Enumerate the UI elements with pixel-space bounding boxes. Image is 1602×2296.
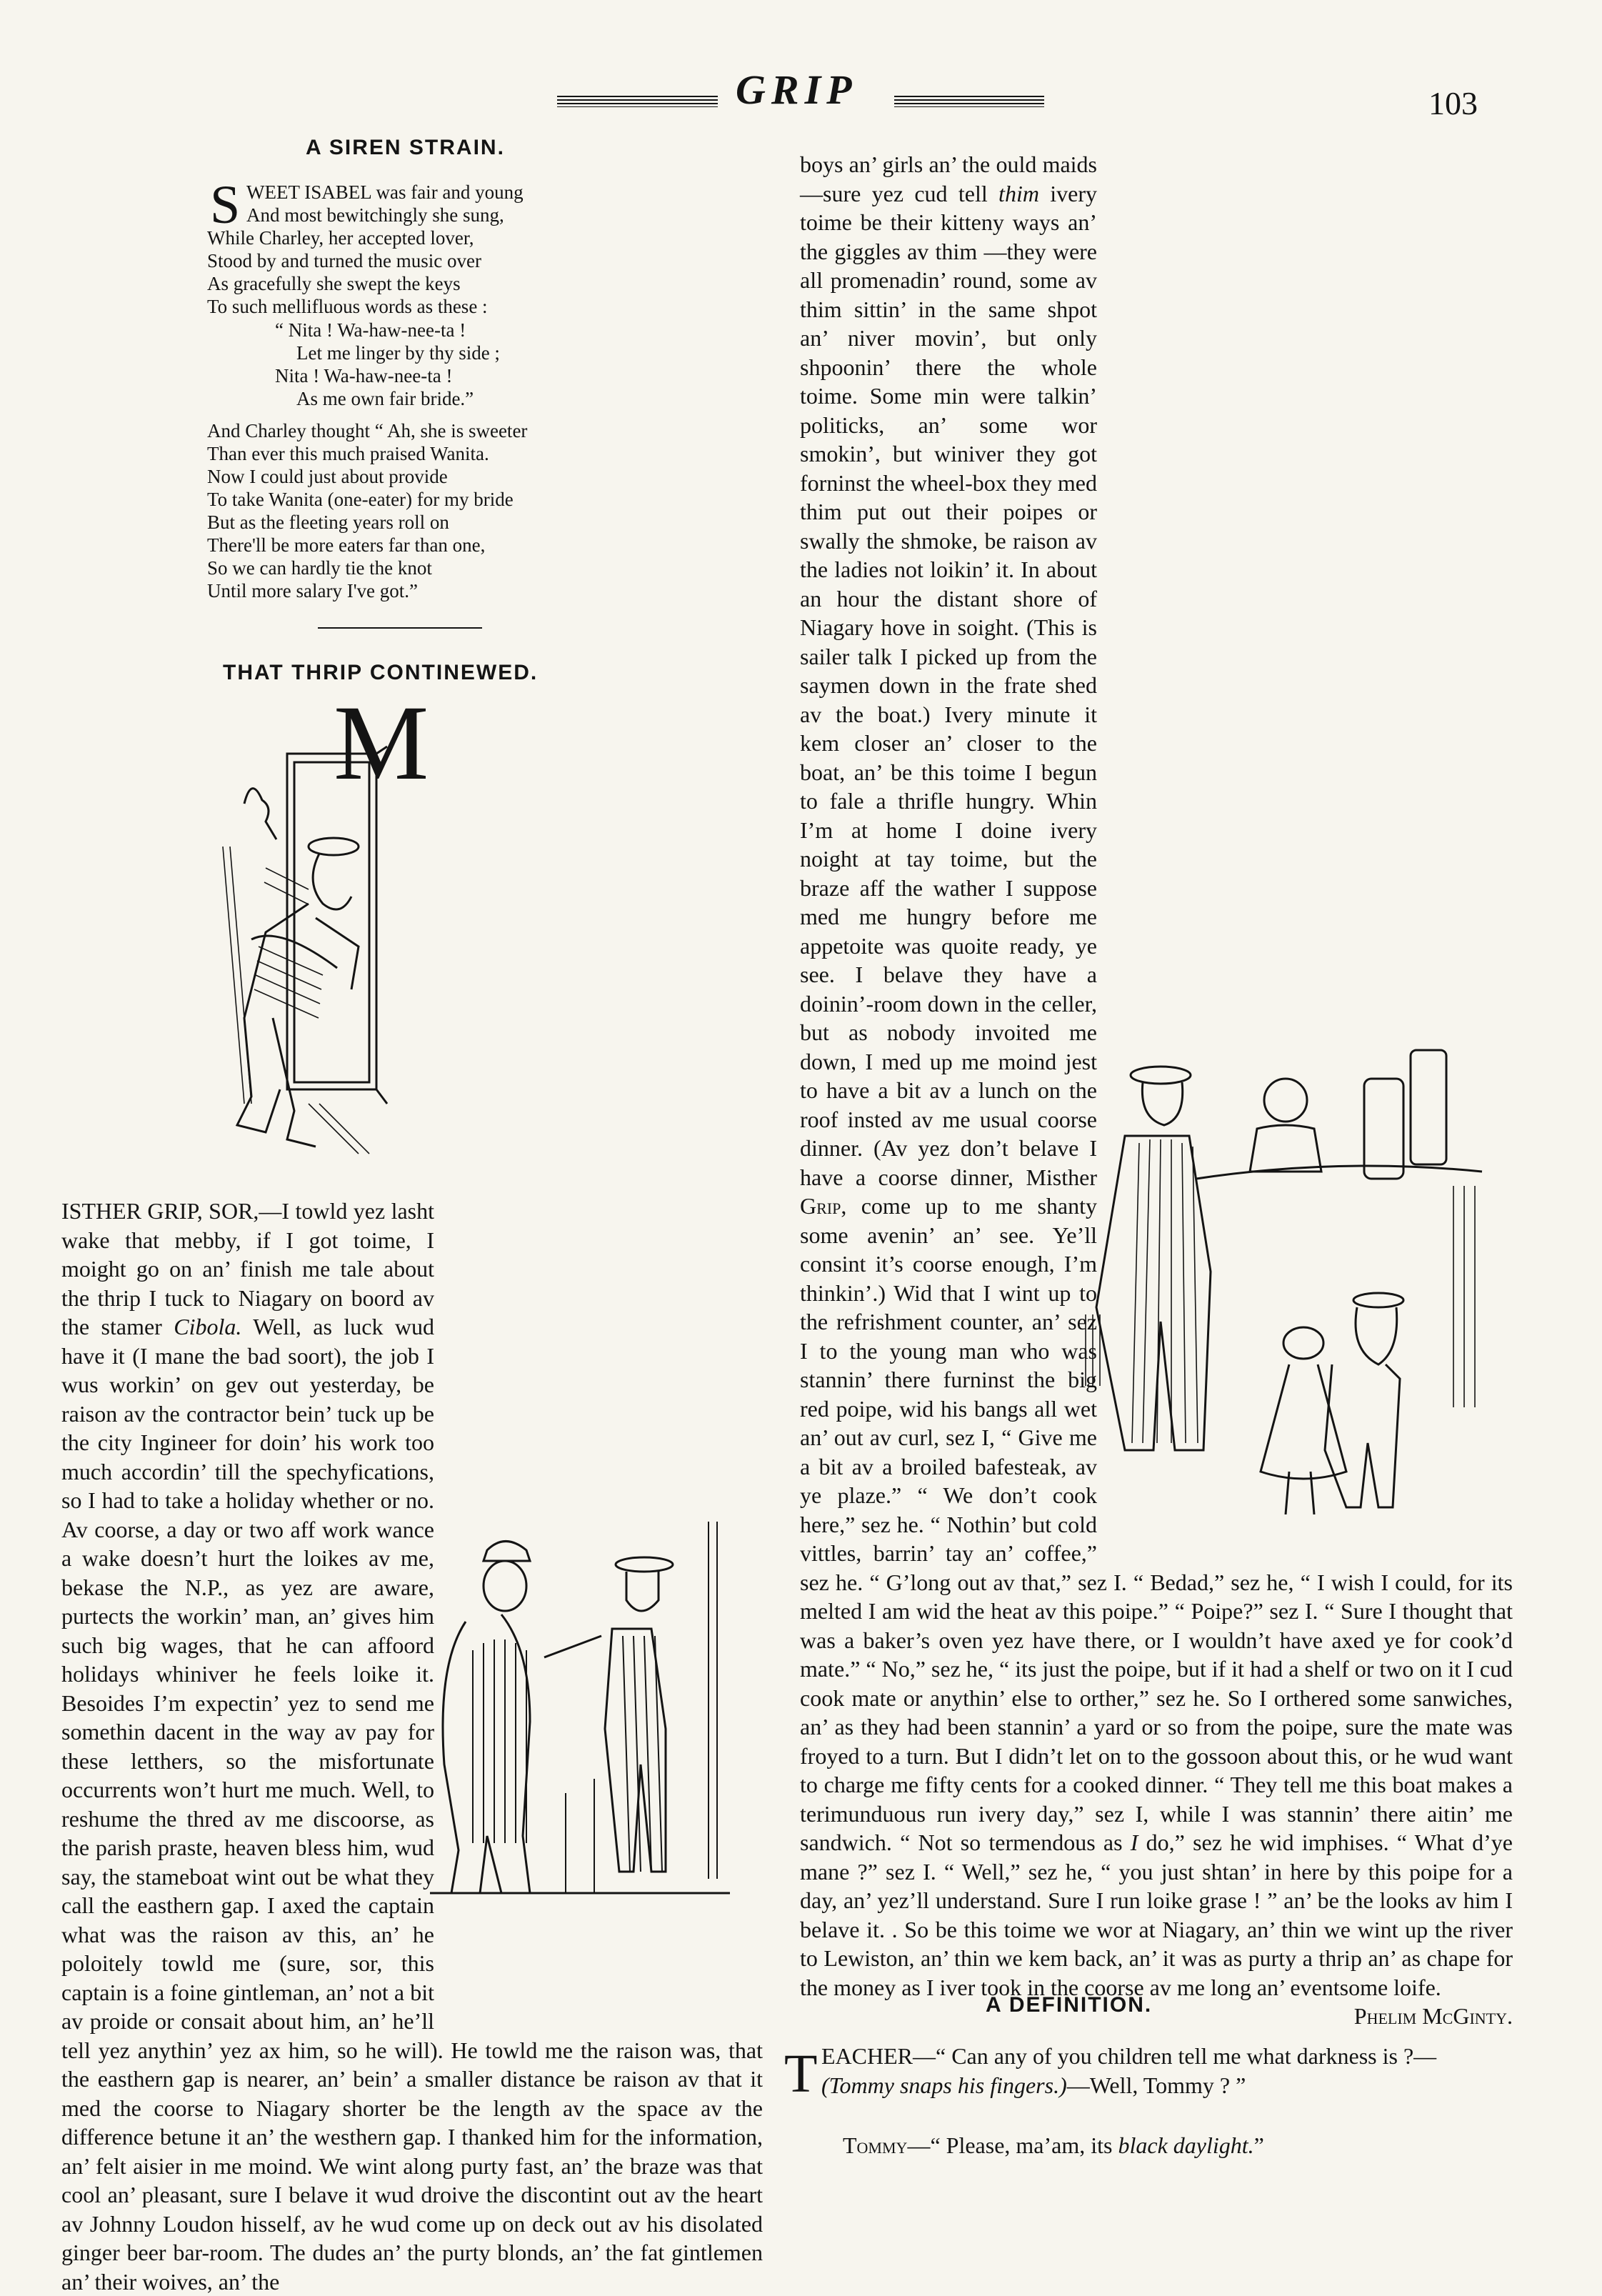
- article-right-part3: , come up to me shanty some avenin’ an’ see. Ye’ll consint it’s coorse enough, I’m thinkin’.) Wid that I wint up to the refrishment counter, an’ sez I to the young man who was stannin’ there furninst the big red poipe, wid his bangs all wet an’ out av curl, sez I, “ Give me a bit av a broiled bafesteak, av ye plaze.” “ We don’t cook here,” sez he. “ Nothin’ but cold vittles, barrin’ tay an’ coffee,” sez he. “ G’long out av that,” sez I. “ Bedad,” sez he, “ I wish I could, for its melted I am wid the heat av this poipe.” “ Poipe?” sez I. “ Sure I thought that was a baker’s oven yez have there, or I wouldn’t have axed ye for cook’d mate.” “ No,” sez he, “ its just the poipe, but if it had a shelf or two on it I cud cook mate or anythin’ else to orther,” sez he. So I orthered some sanwiches, an’ as they had been stannin’ a yard or so from the poipe, sure the mate was froyed to a turn. But I didn’t let on to the gossoon about this, or he wud want to charge me fifty cents for a cooked dinner. “ They tell me this boat makes a terimunduous run ivery day,” sez I, while I was stannin’ there aitin’ me sandwich. “ Not so termendous as: [800, 1193, 1513, 1855]
- poem-line: But as the fleeting years roll on: [207, 511, 449, 533]
- poem-line: Stood by and turned the music over: [207, 250, 481, 271]
- poem-line: Now I could just about provide: [207, 466, 448, 487]
- definition-line1-end: —Well, Tommy ? ”: [1066, 2072, 1246, 2098]
- poem-line: To take Wanita (one-eater) for my bride: [207, 489, 514, 510]
- article-right-part1: boys an’ girls an’ the ould maids—sure yez cud tell: [800, 151, 1097, 206]
- definition-tommy-name: Tommy: [843, 2132, 908, 2158]
- definition-body: [821, 2042, 1486, 2100]
- definition-stage-direction: (Tommy snaps his fingers.): [821, 2072, 1067, 2098]
- poem-line: Let me linger by thy side ;: [296, 342, 500, 364]
- definition-answer: black daylight.: [1118, 2132, 1254, 2158]
- poem-line: While Charley, her accepted lover,: [207, 227, 474, 249]
- grip-word: Grip: [800, 1193, 841, 1219]
- poem-line: Until more salary I've got.”: [207, 580, 419, 602]
- article-column-left: [61, 684, 763, 2296]
- poem-line: As gracefully she swept the keys: [207, 273, 461, 294]
- masthead-rule-left: [557, 96, 718, 107]
- poem-line: And most bewitchingly she sung,: [246, 204, 504, 226]
- definition-tommy-paragraph: [814, 2131, 1500, 2160]
- i-word: I: [1130, 1830, 1138, 1855]
- definition-line2-end: ”: [1253, 2132, 1264, 2158]
- article-right-part4: do,” sez he wid imphises. “ What d’ye mane ?” sez I. “ Well,” sez he, “ you just shtan’ in here by this poipe for a day, an’ yez’ll understand. Sure I run loike grase ! ” an’ be the looks av him I belave it. . So be this toime we wor at Niagary, an’ thin we wint up the river to Lewiston, an’ thin we kem back, an’ it was as purty a thrip an’ as chape for the money as I iver took in the coorse av me long an’ eventsome loife.: [800, 1830, 1513, 2000]
- poem-line: Than ever this much praised Wanita.: [207, 443, 489, 464]
- definition-title: A DEFINITION.: [986, 1993, 1153, 2017]
- article-left-part1: ISTHER GRIP, SOR,—I towld yez lasht wake that mebby, if I got toime, I moight go on an’ finish me tale about the thrip I tuck to Niagary on boord av the stamer: [61, 1198, 434, 1339]
- poem-line: As me own fair bride.”: [296, 388, 474, 409]
- poem-line: WEET ISABEL was fair and young: [246, 181, 524, 203]
- poem-line: “ Nita ! Wa-haw-nee-ta !: [275, 319, 466, 341]
- poem-line: Nita ! Wa-haw-nee-ta !: [275, 365, 453, 386]
- poem-line: So we can hardly tie the knot: [207, 557, 432, 579]
- section-divider: [318, 627, 482, 629]
- page-number: 103: [1428, 85, 1478, 121]
- poem-line: And Charley thought “ Ah, she is sweeter: [207, 420, 528, 441]
- article-signature: Phelim McGinty.: [1353, 2003, 1513, 2029]
- article-right-part2: ivery toime be their kitteny ways an’ the giggles av thim —they were all promenadin’ round, some av thim sittin’ in the same shpot an’ niver movin’, but only shpoonin’ there the whole toime. Some min were talkin’ politicks, an’ some wor smokin’, but winiver they got forninst the wheel-box they med thim put out their poipes or swally the shmoke, be raison av the ladies not loikin’ it. In about an hour the distant shore of Niagary hove in soight. (This is sailer talk I picked up from the saymen down in the frate shed av the boat.) Ivery minute it kem closer an’ closer to the boat, an’ be this toime I begun to fale a thrifle hungry. Whin I’m at home I doine ivery noight at tay toime, but the braze aff the wather I suppose med me hungry before me appetoite was quoite ready, ye see. I belave they have a doinin’-room down in the celler, but as nobody invoited me down, I med up me moind jest to have a bit av a lunch on the roof insted av me usual coorse dinner. (Av yez don’t belave I have a coorse dinner, Misther: [800, 180, 1097, 1190]
- definition-drop-cap: T: [784, 2044, 818, 2104]
- illustration-refreshment-counter: [1075, 943, 1496, 1514]
- poem-line: There'll be more eaters far than one,: [207, 534, 486, 556]
- poem-line: To such mellifluous words as these :: [207, 296, 488, 317]
- masthead-title: GRIP: [736, 66, 858, 113]
- definition-teacher-line: [821, 2042, 1486, 2100]
- poem-title: A SIREN STRAIN.: [306, 136, 505, 159]
- them-word: thim: [998, 180, 1039, 206]
- definition-tommy-line: [814, 2131, 1500, 2160]
- illustration-captain-and-dude: [423, 1507, 737, 1907]
- article-drop-cap-display: M: [334, 684, 429, 802]
- poem-drop-cap: S: [210, 175, 241, 235]
- definition-line1: EACHER—“ Can any of you children tell me what darkness is ?—: [821, 2043, 1437, 2069]
- article-left-part2: Well, as luck wud have it (I mane the bad soort), the job I wus workin’ on gev out yesterday, be raison av the contractor bein’ tuck up be the city Ingineer for doin’ his work too much accordin’ till the spechyfications, so I had to take a holiday whether or no. Av coorse, a day or two aff work wance a wake doesn’t hurt the loikes av me, bekase the N.P., as yez are aware, purtects the workin’ man, an’ gives him such big wages, that he can affoord holidays whiniver he feels loike it. Besoides I’m expectin’ yez to send me somethin dacent in the way av pay for these letthers, so the misfortunate occurrents won’t hurt me much. Well, to reshume the thred av me discoorse, as the parish praste, heaven bless him, wud say, the stameboat wint out be what they call the easthern gap. I axed the captain what was the raison av this, an’ he poloitely towld me (sure, sor, this captain is a foine gintleman, an’ not a bit av proide or consait about him, an’ he’ll tell yez anythin’ yez ax him, so he will). He towld me the raison was, that the easthern gap is nearer, an’ bein’ a smaller distance be raison av that it med the coorse to Niagary shorter be the length av the space av the difference betune it an’ the westhern gap. I thanked him for the information, an’ felt aisier in me moind. We wint along purty fast, an’ the braze was that cool an’ pleasant, sure I belave it wud droive the discontint out av the heart av Johnny Loudon hisself, av he wud come up on deck out av his disolated ginger beer bar-room. The dudes an’ the purty blonds, an’ the fat gintlemen an’ their woives, an’ the: [61, 1314, 763, 2295]
- definition-line2: —“ Please, ma’am, its: [907, 2132, 1118, 2158]
- ship-name: Cibola.: [174, 1314, 242, 1339]
- masthead-rule-right: [894, 96, 1044, 107]
- article-title: THAT THRIP CONTINEWED.: [223, 661, 539, 684]
